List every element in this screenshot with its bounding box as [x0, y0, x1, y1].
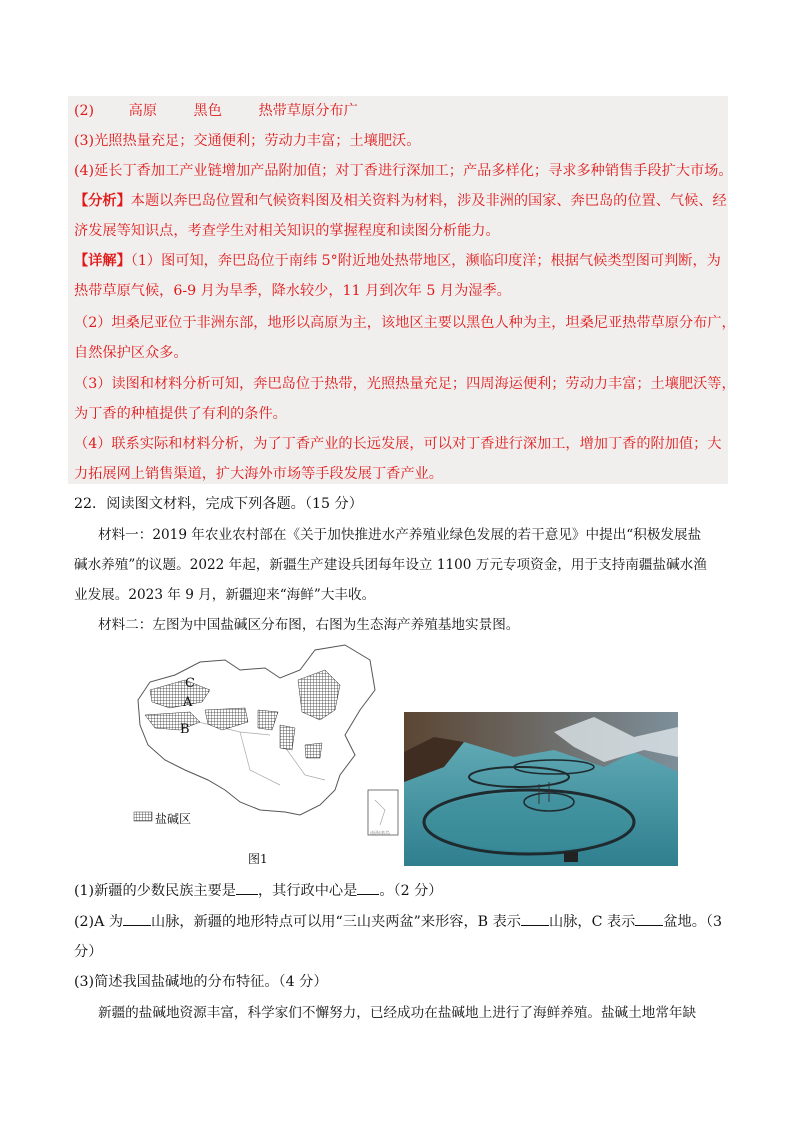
answer-blank[interactable]	[123, 913, 151, 926]
question-1-pre: (1)新疆的少数民族主要是	[74, 883, 236, 899]
question-1	[74, 880, 443, 900]
detail-line-1	[74, 250, 721, 270]
question-1-mid: ，其行政中心是	[257, 883, 358, 899]
material-1-line-3: 业发展。2023 年 9 月，新疆迎来“海鲜”大丰收。	[74, 587, 376, 603]
answer-2-a3: 热带草原分布广	[258, 103, 358, 119]
aquaculture-photo	[404, 712, 678, 866]
answer-blank[interactable]	[357, 882, 379, 895]
detail-line-3: （2）坦桑尼亚位于非洲东部，地形以高原为主，该地区主要以黑色人种为主，坦桑尼亚热带草原分布广，	[74, 315, 736, 331]
china-saline-map	[130, 640, 400, 870]
question-2-mid1: 山脉，新疆的地形特点可以用“三山夹两盆”来形容，B 表示	[151, 914, 521, 930]
answer-blank[interactable]	[635, 913, 663, 926]
answer-blank[interactable]	[521, 913, 549, 926]
question-header: 22．阅读图文材料，完成下列各题。（15 分）	[74, 496, 363, 512]
detail-line-6: 为丁香的种植提供了有利的条件。	[74, 406, 287, 422]
question-2-mid2: 山脉，C 表示	[549, 914, 636, 930]
answer-2-num: (2)	[74, 103, 95, 119]
material-1-line-1: 材料一：2019 年农业农村部在《关于加快推进水产养殖业绿色发展的若干意见》中提出“积极发展盐	[98, 527, 702, 543]
analysis-line-2: 济发展等知识点，考查学生对相关知识的掌握程度和读图分析能力。	[74, 223, 500, 239]
detail-line-4: 自然保护区众多。	[74, 345, 188, 361]
analysis-tag: 【分析】	[74, 193, 131, 209]
question-2	[74, 911, 722, 931]
material-1-line-2: 碱水养殖”的议题。2022 年起，新疆生产建设兵团每年设立 1100 万元专项资金，用于支持南疆盐碱水渔	[74, 557, 707, 573]
detail-line-7: （4）联系实际和材料分析，为了丁香产业的长远发展，可以对丁香进行深加工，增加丁香的附加值；大	[74, 436, 722, 452]
detail-line-5: （3）读图和材料分析可知，奔巴岛位于热带，光照热量充足；四周海运便利；劳动力丰富；土壤肥沃等，	[74, 376, 736, 392]
answer-2-a1: 高原	[128, 103, 158, 119]
detail-line-8: 力拓展网上销售渠道，扩大海外市场等手段发展丁香产业。	[74, 466, 443, 482]
map-inset-label: 南海诸岛	[370, 831, 391, 837]
question-2-post: 盆地。（3	[663, 914, 722, 930]
map-graphic	[130, 640, 400, 870]
map-label-b: B	[180, 722, 190, 737]
question-2-pre: (2)A 为	[74, 914, 124, 930]
map-label-a: A	[183, 695, 193, 710]
material-2: 材料二：左图为中国盐碱区分布图，右图为生态海产养殖基地实景图。	[98, 617, 520, 633]
answer-2	[74, 100, 358, 120]
map-figure-caption: 图1	[248, 852, 268, 866]
answer-4: (4)延长丁香加工产业链增加产品附加值；对丁香进行深加工；产品多样化；寻求多种销售手段扩大市场。	[74, 163, 733, 179]
photo-graphic	[404, 712, 678, 866]
question-2-tail: 分）	[74, 944, 103, 960]
question-3: (3)简述我国盐碱地的分布特征。（4 分）	[74, 974, 328, 990]
answer-2-a2: 黑色	[193, 103, 222, 119]
detail-line-2: 热带草原气候，6-9 月为旱季，降水较少，11 月到次年 5 月为湿季。	[74, 283, 511, 299]
analysis-text-1: 本题以奔巴岛位置和气候资料图及相关资料为材料，涉及非洲的国家、奔巴岛的位置、气候、经	[130, 193, 727, 209]
map-legend-label: 盐碱区	[155, 812, 192, 826]
analysis-line-1	[74, 190, 727, 210]
question-1-post: 。（2 分）	[379, 883, 443, 899]
detail-p1a: （1）图可知，奔巴岛位于南纬 5°附近地处热带地区，濒临印度洋；根据气候类型图可判断，为	[130, 253, 721, 269]
map-label-c: C	[185, 676, 195, 691]
detail-tag: 【详解】	[74, 253, 131, 269]
answer-3: (3)光照热量充足；交通便利；劳动力丰富；土壤肥沃。	[74, 133, 421, 149]
closing-paragraph: 新疆的盐碱地资源丰富，科学家们不懈努力，已经成功在盐碱地上进行了海鲜养殖。盐碱土地常年缺	[98, 1005, 697, 1021]
answer-blank[interactable]	[236, 882, 258, 895]
